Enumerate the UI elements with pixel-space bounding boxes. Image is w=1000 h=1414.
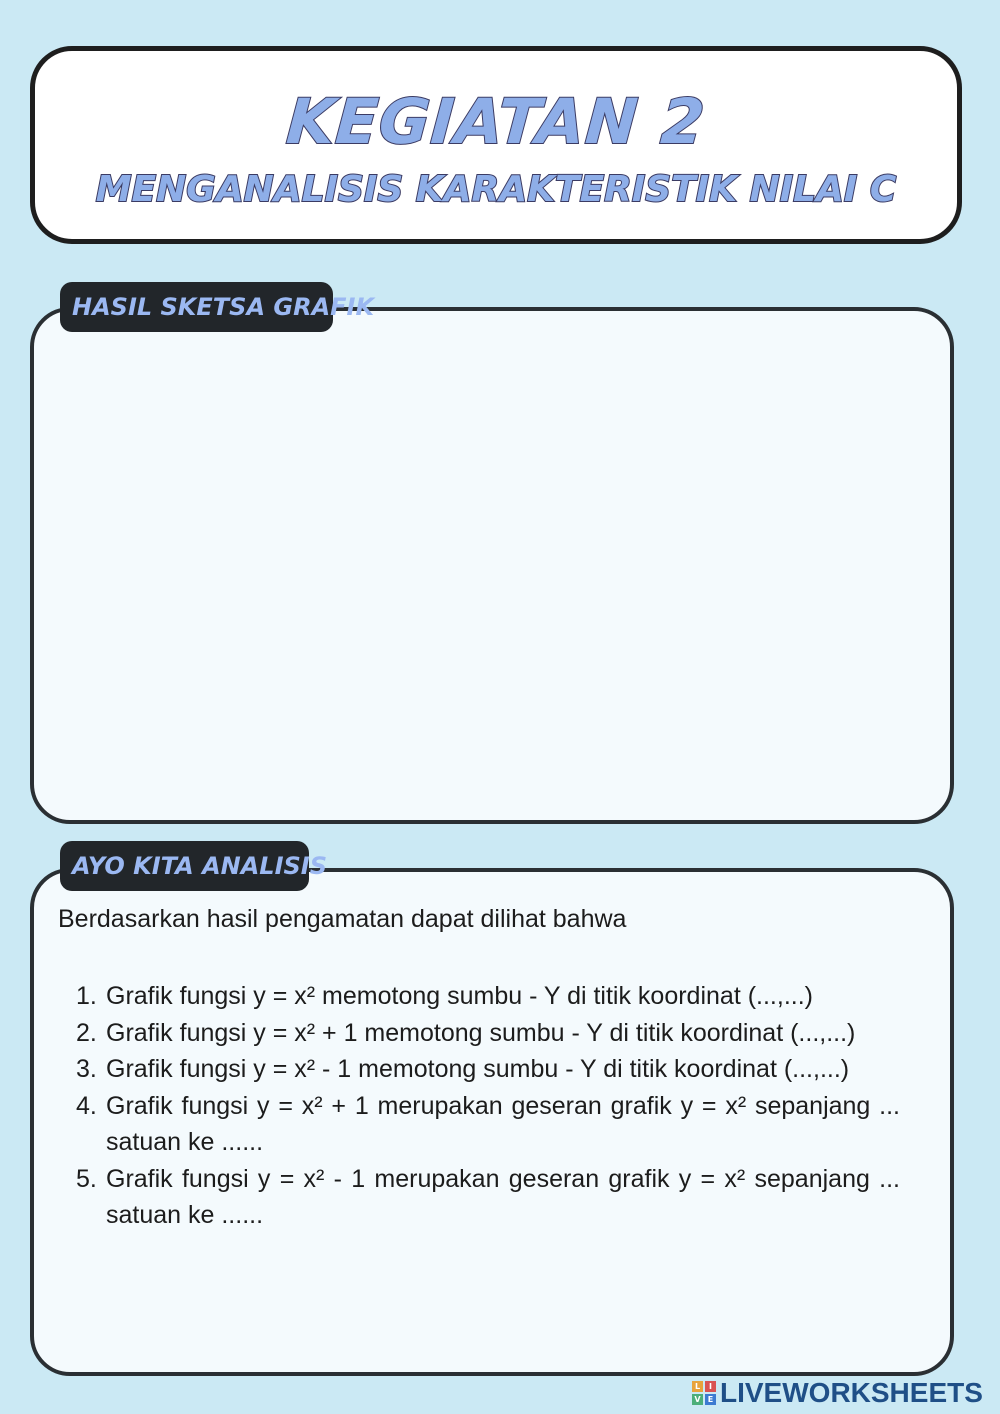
list-item-number: 4. (76, 1091, 97, 1120)
liveworksheets-logo[interactable] (692, 1377, 983, 1409)
analysis-list (58, 978, 900, 1234)
sketch-area[interactable] (30, 307, 954, 824)
list-item-text: Grafik fungsi y = x² - 1 memotong sumbu - Y di titik koordinat (...,...) (106, 1055, 850, 1083)
logo-block: V (692, 1394, 703, 1405)
list-item-number: 3. (76, 1055, 97, 1083)
page-title: KEGIATAN 2 (284, 85, 708, 158)
list-item-text: Grafik fungsi y = x² memotong sumbu - Y di titik koordinat (...,...) (106, 982, 813, 1010)
list-item (58, 978, 900, 1015)
list-item-text: Grafik fungsi y = x² + 1 merupakan geseran grafik y = x² sepanjang ... satuan ke ...... (106, 1091, 900, 1156)
list-item-text: Grafik fungsi y = x² - 1 merupakan geseran grafik y = x² sepanjang ... satuan ke ...... (106, 1164, 900, 1229)
list-item (58, 1051, 900, 1088)
analysis-section-tab: AYO KITA ANALISIS (60, 841, 309, 891)
page-subtitle: MENGANALISIS KARAKTERISTIK NILAI C (95, 169, 897, 210)
list-item-number: 2. (76, 1018, 97, 1047)
logo-text: LIVEWORKSHEETS (720, 1377, 983, 1408)
analysis-intro: Berdasarkan hasil pengamatan dapat dilihat bahwa (58, 905, 627, 933)
title-box (30, 46, 962, 244)
list-item (58, 1161, 900, 1234)
list-item-number: 5. (76, 1164, 97, 1193)
logo-block: I (705, 1381, 716, 1392)
logo-blocks-icon (692, 1381, 716, 1405)
logo-block: L (692, 1381, 703, 1392)
sketch-section-tab: HASIL SKETSA GRAFIK (60, 282, 333, 332)
list-item-number: 1. (76, 982, 97, 1010)
list-item (58, 1015, 900, 1052)
logo-block: E (705, 1394, 716, 1405)
list-item-text: Grafik fungsi y = x² + 1 memotong sumbu - Y di titik koordinat (...,...) (106, 1018, 856, 1047)
list-item (58, 1088, 900, 1161)
